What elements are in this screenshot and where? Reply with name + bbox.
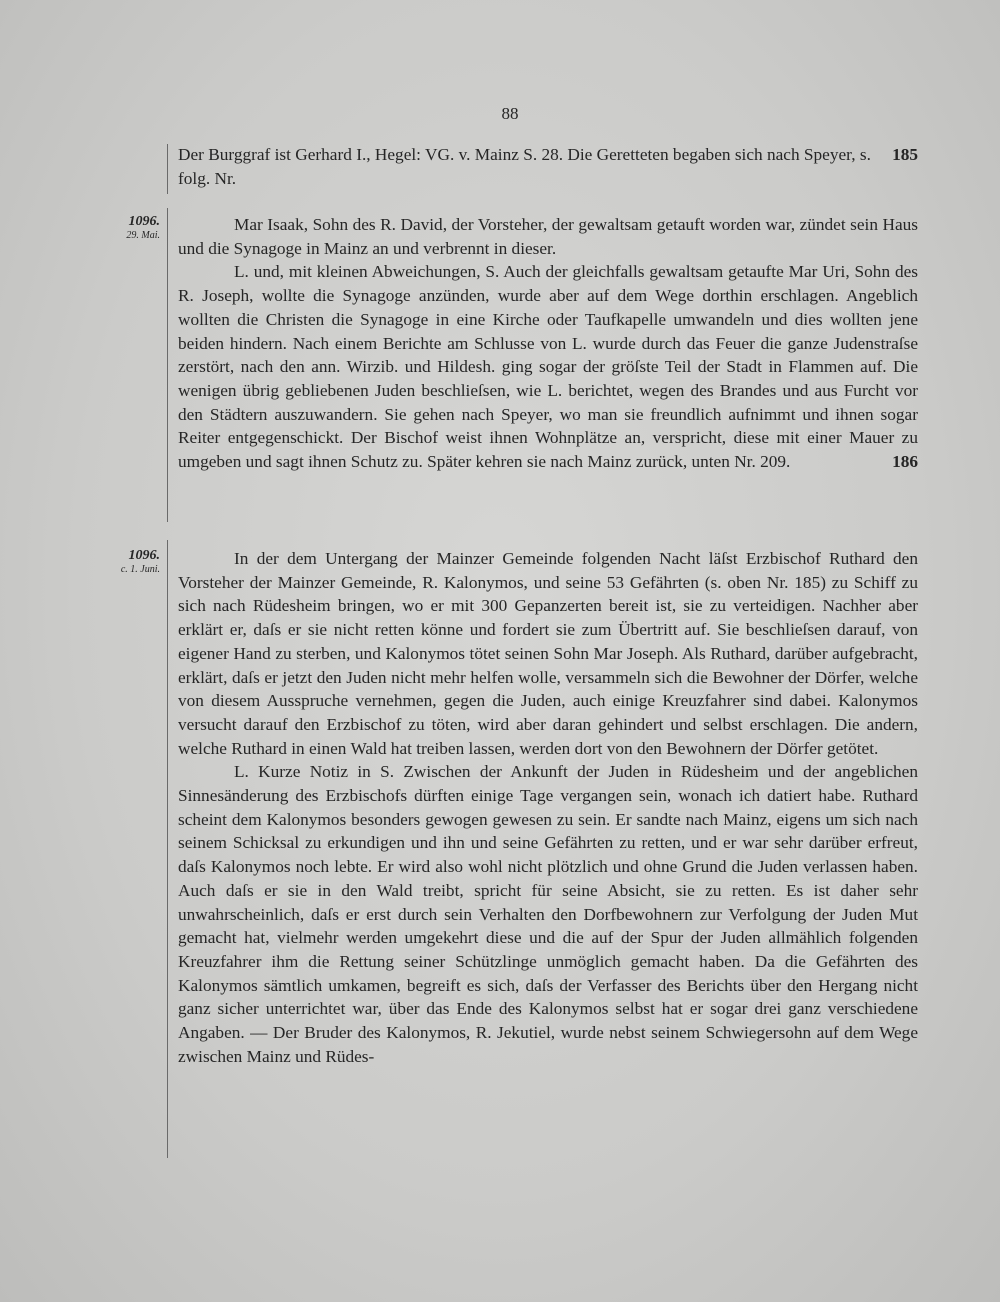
margin-year: 1096.: [128, 548, 160, 563]
margin-date-note: [100, 548, 160, 576]
paragraph-text: L. und, mit kleinen Abweichungen, S. Auch der gleichfalls gewaltsam getaufte Mar Uri, Sohn des R. Joseph, wollte die Synagoge anzünden, wurde aber auf dem Wege dorthin erschlagen. Angeblich wollten die Christen die Synagoge in eine Kirche oder Taufkapelle umwandeln und dies wollten jene beiden hindern. Nach einem Berichte am Schlusse von L. wurde durch das Feuer die ganze Judenstraſse zerstört, nach den ann. Wirzib. und Hildesh. ging sogar der gröſste Teil der Stadt in Flammen auf. Die wenigen übrig gebliebenen Juden beschlieſsen, wie L. berichtet, wegen des Brandes und aus Furcht vor den Städtern auszuwandern. Sie gehen nach Speyer, wo man sie freundlich aufnimmt und ihnen sogar Reiter entgegenschickt. Der Bischof weist ihnen Wohnplätze an, verspricht, diese mit einer Mauer zu umgeben und sagt ihnen Schutz zu. Später kehren sie nach Mainz zurück, unten Nr. 209.: [178, 262, 918, 472]
margin-rule: [167, 144, 168, 194]
commentary-paragraph: [178, 260, 918, 473]
page-number: 88: [501, 104, 519, 123]
summary-paragraph: In der dem Untergang der Mainzer Gemeinde folgenden Nacht läſst Erzbischof Ruthard den Vorsteher der Mainzer Gemeinde, R. Kalonymos, und seine 53 Gefährten (s. oben Nr. 185) zu Schiff zu sich nach Rüdesheim bringen, wo er mit 300 Gepanzerten bereit ist, sie zu verteidigen. Nachher aber erklärt er, daſs er sie nicht retten könne und fordert sie zum Übertritt auf. Sie beschlieſsen darauf, von eigener Hand zu sterben, und Kalonymos tötet seinen Sohn Mar Joseph. Als Ruthard, darüber aufgebracht, erklärt, daſs er jetzt den Juden nicht mehr helfen wolle, versammeln sich die Bewohner der Dörfer, welche von diesem Ausspruche vernehmen, gegen die Juden, auch einige Kreuzfahrer sind dabei. Kalonymos versucht darauf den Erzbischof zu töten, wird aber daran gehindert und selbst erschlagen. Die andern, welche Ruthard in einen Wald hat treiben lassen, werden dort von den Bewohnern der Dörfer getötet.: [178, 549, 918, 758]
entry-number: 185: [892, 145, 918, 164]
summary-paragraph: Mar Isaak, Sohn des R. David, der Vorsteher, der gewaltsam getauft worden war, zündet sein Haus und die Synagoge in Mainz an und verbrennt in dieser.: [178, 215, 918, 258]
entry-186: [178, 213, 918, 474]
entry-185-continuation: [178, 143, 918, 190]
margin-date-note: [100, 214, 160, 242]
margin-day: 29. Mai.: [126, 230, 160, 241]
paragraph: Der Burggraf ist Gerhard I., Hegel: VG. v. Mainz S. 28. Die Geretteten begaben sich nach Speyer, s. folg. Nr.: [178, 145, 871, 188]
commentary-paragraph: L. Kurze Notiz in S. Zwischen der Ankunft der Juden in Rüdesheim und der angeblichen Sinnesänderung des Erzbischofs dürften einige Tage vergangen sein, wonach ich datiert habe. Ruthard scheint dem Kalonymos besonders gewogen gewesen zu sein. Er sandte nach Mainz, eigens um sich nach seinem Schicksal zu erkundigen und ihn und seine Gefährten zu retten, und er war sehr darüber erfreut, daſs Kalonymos noch lebte. Er wird also wohl nicht plötzlich und ohne Grund die Juden verlassen haben. Auch daſs er sie in den Wald treibt, spricht für seine Absicht, sie zu retten. Es ist daher sehr unwahrscheinlich, daſs er erst durch sein Verhalten den Dorfbewohnern zur Verfolgung der Juden Mut gemacht hat, vielmehr werden umgekehrt diese und die auf der Spur der Juden allmählich folgenden Kreuzfahrer ihm die Rettung seiner Schützlinge unmöglich gemacht haben. Da die Gefährten des Kalonymos sämtlich umkamen, begreift es sich, daſs der Verfasser des Berichts über den Hergang nicht ganz sicher unterrichtet war, über das Ende des Kalonymos selbst hat er sogar drei ganz verschiedene Angaben. — Der Bruder des Kalonymos, R. Jekutiel, wurde nebst seinem Schwiegersohn auf dem Wege zwischen Mainz und Rüdes-: [178, 762, 918, 1066]
entry-187: [178, 547, 918, 1068]
margin-rule: [167, 540, 168, 1158]
margin-rule: [167, 208, 168, 522]
margin-day: c. 1. Juni.: [120, 564, 160, 575]
entry-number: 186: [892, 452, 918, 472]
margin-year: 1096.: [128, 214, 160, 229]
